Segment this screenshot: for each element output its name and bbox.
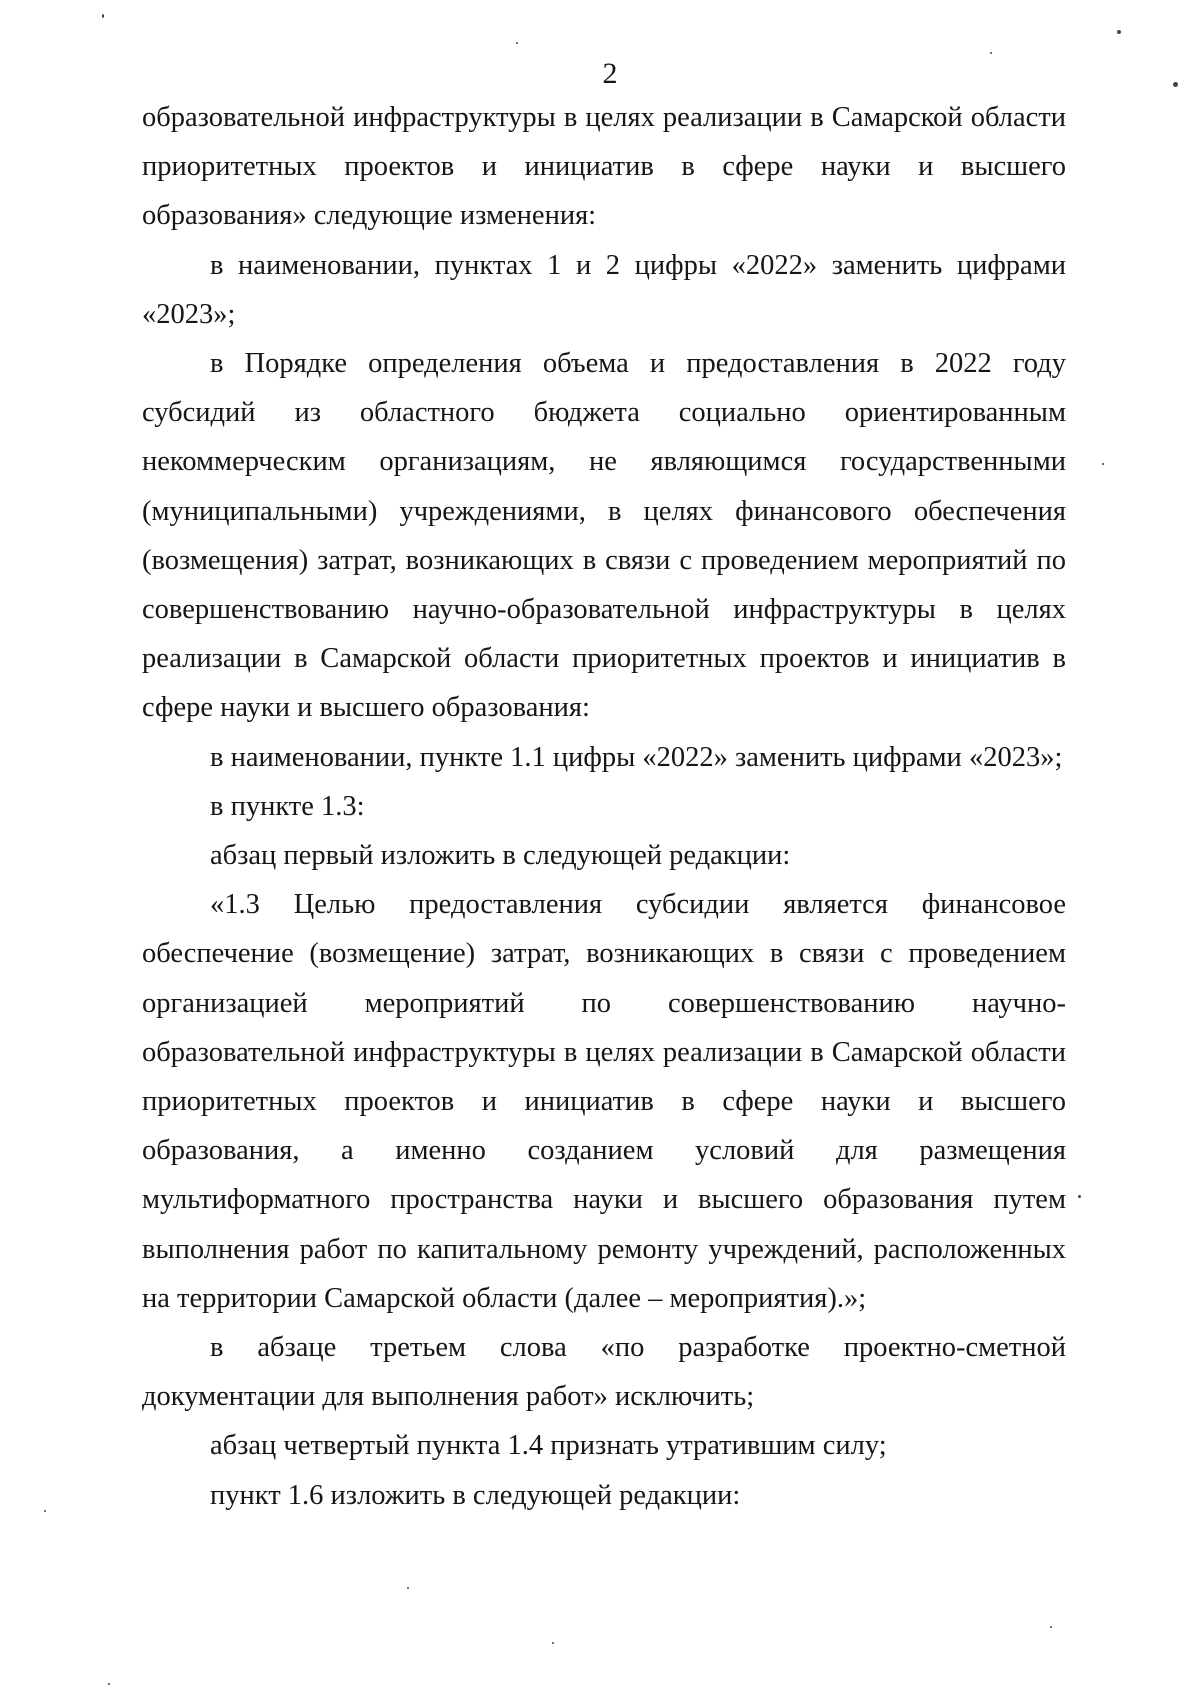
scan-speck: [44, 1510, 46, 1512]
document-body: [142, 93, 1066, 1520]
scan-speck: [1050, 1626, 1052, 1628]
paragraph-procedure-reference: в Порядке определения объема и предоставления в 2022 году субсидий из областного бюджета социально ориентированным некоммерческим организациям, не являющимся государственными (муниципальными) учреждениями, в целях финансового обеспечения (возмещения) затрат, возникающих в связи с проведением мероприятий по совершенствованию научно-образовательной инфраструктуры в целях реализации в Самарской области приоритетных проектов и инициатив в сфере науки и высшего образования:: [142, 348, 1066, 724]
scan-speck: [407, 1587, 409, 1589]
paragraph-intro-continuation: образовательной инфраструктуры в целях реализации в Самарской области приоритетных проектов и инициатив в сфере науки и высшего образования» следующие изменения:: [142, 102, 1066, 232]
paragraph-item-1-4-repeal: абзац четвертый пункта 1.4 признать утратившим силу;: [210, 1430, 887, 1462]
paragraph-first-abzac-instruction: абзац первый изложить в следующей редакции:: [210, 840, 791, 872]
paragraph-third-abzac-change: в абзаце третьем слова «по разработке проектно-сметной документации для выполнения работ» исключить;: [142, 1332, 1066, 1413]
scan-speck: [552, 1642, 554, 1644]
paragraph-title-change: в наименовании, пунктах 1 и 2 цифры «2022» заменить цифрами «2023»;: [142, 249, 1066, 330]
page-number: 2: [602, 57, 618, 90]
scan-speck: [1078, 1195, 1081, 1198]
scan-speck: [990, 52, 992, 54]
paragraph-item-1-3-new-text: «1.3 Целью предоставления субсидии является финансовое обеспечение (возмещение) затрат, возникающих в связи с проведением организацией мероприятий по совершенствованию научно-образовательной инфраструктуры в целях реализации в Самарской области приоритетных проектов и инициатив в сфере науки и высшего образования, а именно созданием условий для размещения мультиформатного пространства науки и высшего образования путем выполнения работ по капитальному ремонту учреждений, расположенных на территории Самарской области (далее – мероприятия).»;: [142, 889, 1066, 1314]
scan-speck: [1102, 463, 1104, 465]
scan-speck: [1117, 30, 1121, 34]
scan-speck: [516, 42, 518, 44]
paragraph-item-1-3-heading: в пункте 1.3:: [210, 790, 365, 822]
scan-speck: [102, 14, 104, 18]
scan-speck: [108, 1683, 110, 1685]
scan-speck: [1173, 82, 1178, 87]
paragraph-item-1-1-change: в наименовании, пункте 1.1 цифры «2022» заменить цифрами «2023»;: [210, 741, 1063, 773]
paragraph-item-1-6-heading: пункт 1.6 изложить в следующей редакции:: [210, 1479, 741, 1511]
